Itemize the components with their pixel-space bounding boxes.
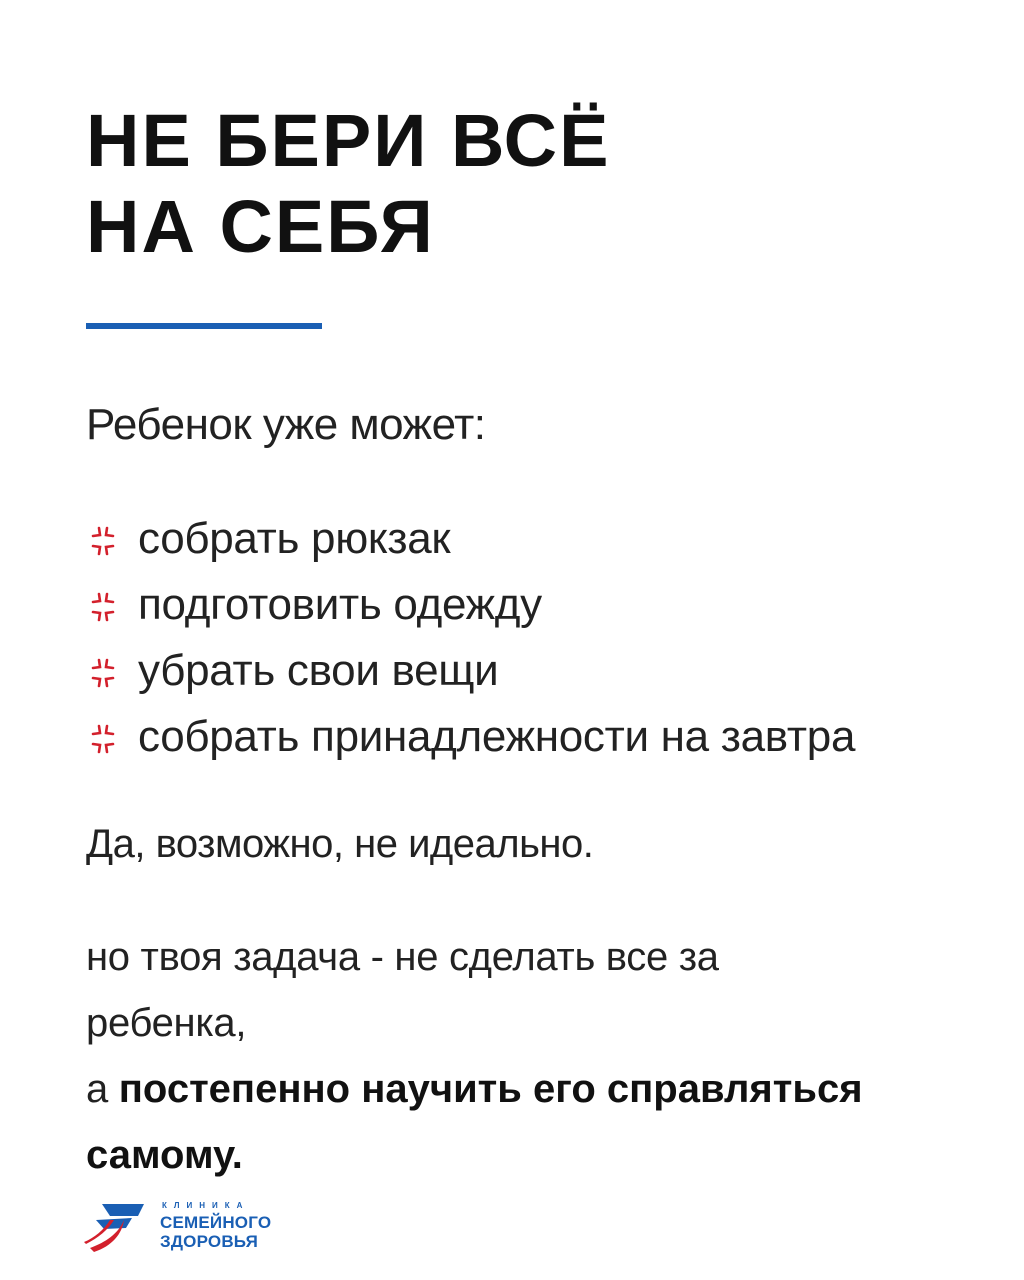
title-line-2: НА СЕБЯ: [86, 185, 435, 268]
paragraph-line-3-bold: постепенно научить его справляться: [118, 1067, 863, 1111]
accent-divider: [86, 323, 322, 329]
logo-line-1: СЕМЕЙНОГО: [160, 1212, 272, 1232]
list-item-label: собрать рюкзак: [138, 514, 451, 563]
note-text: Да, возможно, не идеально.: [86, 822, 594, 866]
list-item: [86, 572, 1016, 638]
paragraph-line-4: [86, 1122, 986, 1188]
list-item: [86, 638, 1016, 704]
intro-text: Ребенок уже может:: [86, 400, 486, 449]
skills-list: [86, 506, 1016, 770]
main-paragraph: [86, 924, 986, 1188]
clinic-logo: [80, 1198, 271, 1254]
list-item-label: подготовить одежду: [138, 580, 542, 629]
paragraph-line-1: но твоя задача - не сделать все за: [86, 935, 719, 979]
title-line-1: НЕ БЕРИ ВСЁ: [86, 99, 611, 182]
paragraph-line-4-bold: самому.: [86, 1133, 243, 1177]
logo-small-caption: КЛИНИКА: [162, 1200, 250, 1210]
list-item: [86, 506, 1016, 572]
list-item-label: убрать свои вещи: [138, 646, 499, 695]
page-title: [86, 98, 611, 270]
clinic-logo-text: [160, 1202, 271, 1251]
list-item-label: собрать принадлежности на завтра: [138, 712, 856, 761]
clinic-logo-mark-icon: [80, 1198, 152, 1254]
logo-line-2: ЗДОРОВЬЯ: [160, 1231, 258, 1251]
anger-symbol-icon: [86, 524, 120, 558]
anger-symbol-icon: [86, 656, 120, 690]
anger-symbol-icon: [86, 590, 120, 624]
paragraph-line-3-prefix: а: [86, 1067, 119, 1111]
list-item: [86, 704, 1016, 770]
anger-symbol-icon: [86, 722, 120, 756]
paragraph-line-3: [86, 1056, 986, 1122]
paragraph-line-2: ребенка,: [86, 1001, 247, 1045]
